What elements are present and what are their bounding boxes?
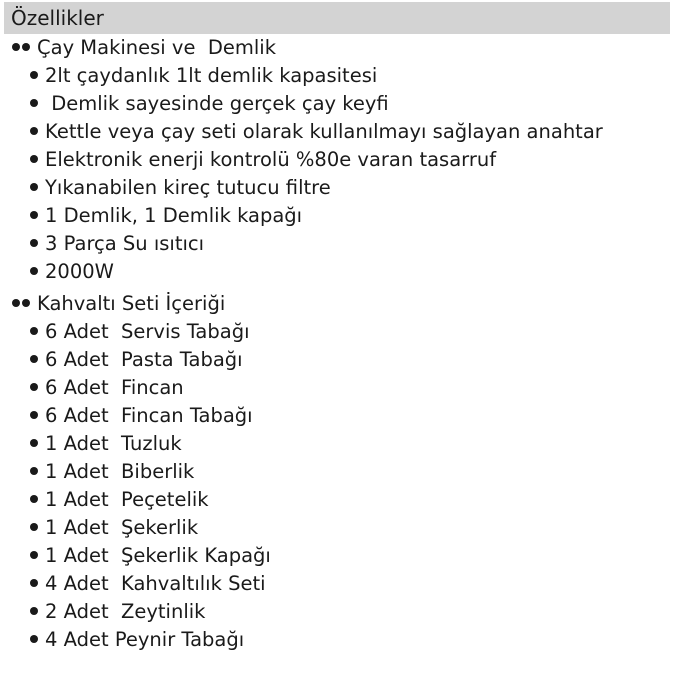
bullet-icon <box>30 355 38 363</box>
list-item: 6 Adet Fincan Tabağı <box>0 402 679 430</box>
list-item: 6 Adet Pasta Tabağı <box>0 346 679 374</box>
list-item: 2lt çaydanlık 1lt demlik kapasitesi <box>0 62 679 90</box>
group-label: Çay Makinesi ve Demlik <box>37 36 276 59</box>
bullet-icon <box>30 267 38 275</box>
list-item: Elektronik enerji kontrolü %80e varan tasarruf <box>0 146 679 174</box>
double-bullet-icon <box>12 290 30 318</box>
bullet-icon <box>30 383 38 391</box>
list-item: Demlik sayesinde gerçek çay keyfi <box>0 90 679 118</box>
list-item: 4 Adet Kahvaltılık Seti <box>0 570 679 598</box>
group-label: Kahvaltı Seti İçeriği <box>37 292 226 315</box>
list-item: 1 Adet Şekerlik Kapağı <box>0 542 679 570</box>
bullet-icon <box>30 467 38 475</box>
list-item: 4 Adet Peynir Tabağı <box>0 626 679 654</box>
bullet-icon <box>30 607 38 615</box>
list-item: 2000W <box>0 258 679 286</box>
bullet-icon <box>30 127 38 135</box>
bullet-icon <box>30 327 38 335</box>
list-item: Yıkanabilen kireç tutucu filtre <box>0 174 679 202</box>
list-item: 6 Adet Servis Tabağı <box>0 318 679 346</box>
group-heading-tea-maker <box>0 34 679 62</box>
bullet-icon <box>30 579 38 587</box>
section-title: Özellikler <box>11 6 104 30</box>
double-bullet-icon <box>12 34 30 62</box>
bullet-icon <box>30 211 38 219</box>
list-item: 2 Adet Zeytinlik <box>0 598 679 626</box>
bullet-icon <box>30 155 38 163</box>
bullet-icon <box>30 71 38 79</box>
bullet-icon <box>30 183 38 191</box>
bullet-icon <box>30 411 38 419</box>
group-heading-breakfast-set <box>0 290 679 318</box>
list-item: 3 Parça Su ısıtıcı <box>0 230 679 258</box>
bullet-icon <box>30 523 38 531</box>
list-item: 1 Adet Şekerlik <box>0 514 679 542</box>
bullet-icon <box>30 635 38 643</box>
list-item: 1 Adet Biberlik <box>0 458 679 486</box>
bullet-icon <box>30 439 38 447</box>
list-item: 6 Adet Fincan <box>0 374 679 402</box>
bullet-icon <box>30 99 38 107</box>
list-item: 1 Adet Peçetelik <box>0 486 679 514</box>
bullet-icon <box>30 551 38 559</box>
bullet-icon <box>30 239 38 247</box>
list-item: 1 Demlik, 1 Demlik kapağı <box>0 202 679 230</box>
list-item: Kettle veya çay seti olarak kullanılmayı sağlayan anahtar <box>0 118 679 146</box>
section-header <box>4 2 670 34</box>
features-list <box>0 34 679 654</box>
bullet-icon <box>30 495 38 503</box>
list-item: 1 Adet Tuzluk <box>0 430 679 458</box>
